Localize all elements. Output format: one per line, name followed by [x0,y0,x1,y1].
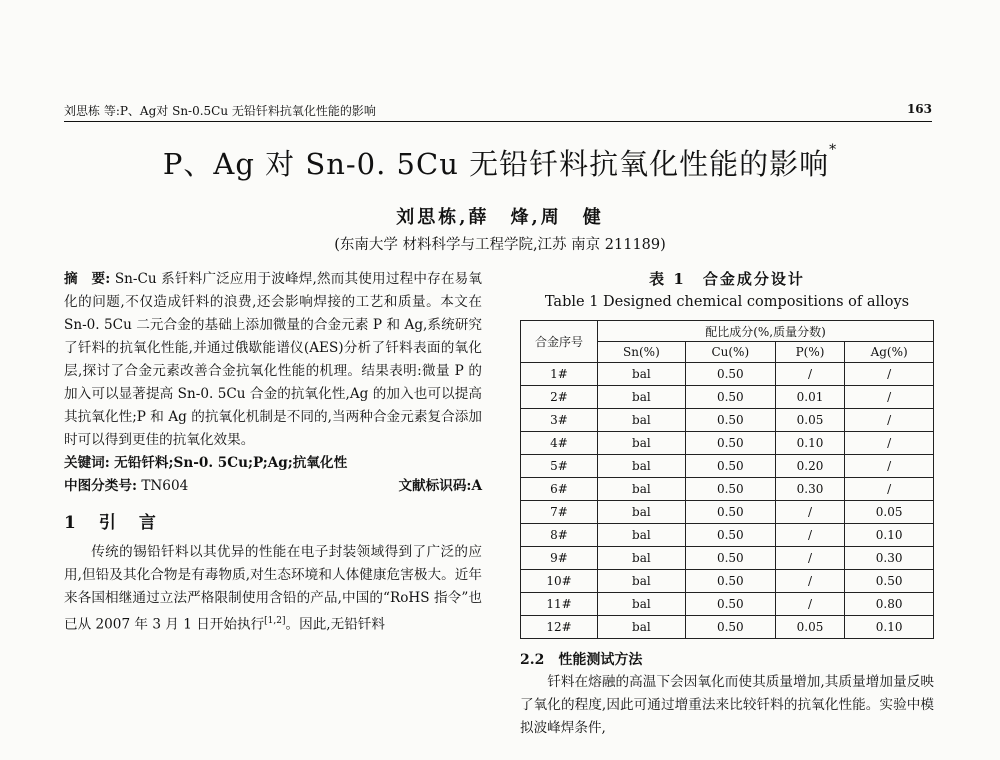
table-header-ag: Ag(%) [845,342,934,363]
table-cell: 9# [521,547,598,570]
document-code: 文献标识码:A [398,478,482,494]
table-header-cu: Cu(%) [685,342,775,363]
right-column [520,268,934,740]
table-cell: 0.01 [775,386,844,409]
table-cell: 4# [521,432,598,455]
table-cell: 0.10 [845,524,934,547]
table-cell: 0.50 [685,501,775,524]
table-row [521,386,934,409]
table-cell: 0.20 [775,455,844,478]
table-cell: 0.50 [685,593,775,616]
table-row [521,570,934,593]
table-cell: 0.10 [775,432,844,455]
running-head [64,102,932,119]
table-body [521,363,934,639]
header-rule [64,121,932,122]
table-cell: 12# [521,616,598,639]
table-cell: / [775,501,844,524]
page-number: 163 [906,102,932,116]
table-header-sn: Sn(%) [598,342,686,363]
table-cell: 8# [521,524,598,547]
table-cell: 0.50 [845,570,934,593]
keywords [64,452,482,475]
section-1-body [64,541,482,637]
table-cell: / [845,386,934,409]
table-cell: 5# [521,455,598,478]
table-cell: / [775,593,844,616]
table-row [521,478,934,501]
table-cell: 0.05 [845,501,934,524]
table-header-alloy: 合金序号 [521,321,598,363]
table-cell: bal [598,524,686,547]
abstract-label: 摘 要: [64,271,111,287]
running-head-text: 刘思栋 等:P、Ag对 Sn-0.5Cu 无铅钎料抗氧化性能的影响 [64,104,376,118]
table-cell: bal [598,501,686,524]
table-cell: 11# [521,593,598,616]
keywords-label: 关键词: [64,455,110,471]
table-cell: 0.50 [685,363,775,386]
table-cell: 10# [521,570,598,593]
table-row [521,616,934,639]
table-row [521,547,934,570]
abstract-text: Sn-Cu 系钎料广泛应用于波峰焊,然而其使用过程中存在易氧化的问题,不仅造成钎料的浪费,还会影响焊接的工艺和质量。本文在 Sn-0. 5Cu 二元合金的基础上添加微量的合金元素 P 和 Ag,系统研究了钎料的抗氧化性能,并通过俄歇能谱仪(AES)分析了钎料表面的氧化层,探讨了合金元素改善合金抗氧化性能的机理。结果表明:微量 P 的加入可以显著提高 Sn-0. 5Cu 合金的抗氧化性,Ag 的加入也可以提高其抗氧化性;P 和 Ag 的抗氧化机制是不同的,当两种合金元素复合添加时可以得到更佳的抗氧化效果。 [64,271,482,448]
table-caption-en: Table 1 Designed chemical compositions of alloys [544,294,910,310]
table-caption: 表 1 合金成分设计 [649,270,805,288]
classification-value: TN604 [141,478,189,494]
classification [64,475,482,498]
table-header-p: P(%) [775,342,844,363]
table-cell: 0.50 [685,409,775,432]
section-1-text: 传统的锡铅钎料以其优异的性能在电子封装领域得到了广泛的应用,但铅及其化合物是有毒物质,对生态环境和人体健康危害极大。近年来各国相继通过立法严格限制使用含铅的产品,中国的“RoHS 指令”也已从 2007 年 3 月 1 日开始执行 [64,544,482,633]
table-cell: bal [598,455,686,478]
table-cell: bal [598,616,686,639]
table-cell: / [845,455,934,478]
table-cell: 0.50 [685,570,775,593]
table-cell: 0.50 [685,478,775,501]
table-cell: 0.80 [845,593,934,616]
table-cell: 1# [521,363,598,386]
table-row [521,409,934,432]
table-row [521,593,934,616]
table-cell: 6# [521,478,598,501]
table-cell: 0.50 [685,455,775,478]
table-cell: / [845,409,934,432]
section-2-2-body: 钎料在熔融的高温下会因氧化而使其质量增加,其质量增加量反映了氧化的程度,因此可通过增重法来比较钎料的抗氧化性能。实验中模拟波峰焊条件, [520,674,934,736]
table-cell: / [845,363,934,386]
keywords-text: 无铅钎料;Sn-0. 5Cu;P;Ag;抗氧化性 [114,455,348,471]
table-cell: / [775,363,844,386]
table-cell: 0.05 [775,409,844,432]
section-1-tail: 。因此,无铅钎料 [285,616,385,633]
table-cell: / [775,547,844,570]
table-cell: 3# [521,409,598,432]
table-cell: bal [598,409,686,432]
table-cell: 0.50 [685,386,775,409]
paper-title-text: P、Ag 对 Sn-0. 5Cu 无铅钎料抗氧化性能的影响 [162,147,830,181]
section-1-heading: 1 引 言 [64,513,159,533]
title-footnote-mark: * [829,142,838,158]
affiliation: (东南大学 材料科学与工程学院,江苏 南京 211189) [334,237,666,253]
table-row [521,432,934,455]
table-cell: bal [598,363,686,386]
composition-table [520,320,934,639]
section-2-2-heading: 2.2 性能测试方法 [520,652,643,668]
paper-title [0,142,1000,183]
table-cell: 7# [521,501,598,524]
classification-label: 中图分类号: [64,478,137,494]
table-cell: bal [598,386,686,409]
table-cell: 0.10 [845,616,934,639]
abstract [64,268,482,452]
table-cell: bal [598,593,686,616]
authors: 刘思栋,薛 烽,周 健 [396,207,604,228]
table-cell: bal [598,570,686,593]
table-row [521,363,934,386]
table-cell: 0.50 [685,547,775,570]
citation: [1,2] [264,616,286,626]
table-cell: 0.50 [685,616,775,639]
table-cell: 0.30 [845,547,934,570]
table-cell: bal [598,547,686,570]
table-cell: bal [598,432,686,455]
table-row [521,524,934,547]
table-cell: / [845,432,934,455]
table-cell: / [775,524,844,547]
table-cell: 0.05 [775,616,844,639]
table-cell: / [775,570,844,593]
table-cell: 0.30 [775,478,844,501]
table-cell: bal [598,478,686,501]
table-row [521,455,934,478]
table-cell: 0.50 [685,432,775,455]
table-header-group: 配比成分(%,质量分数) [598,321,934,342]
table-cell: 2# [521,386,598,409]
table-cell: / [845,478,934,501]
table-cell: 0.50 [685,524,775,547]
left-column [64,268,482,637]
table-row [521,501,934,524]
